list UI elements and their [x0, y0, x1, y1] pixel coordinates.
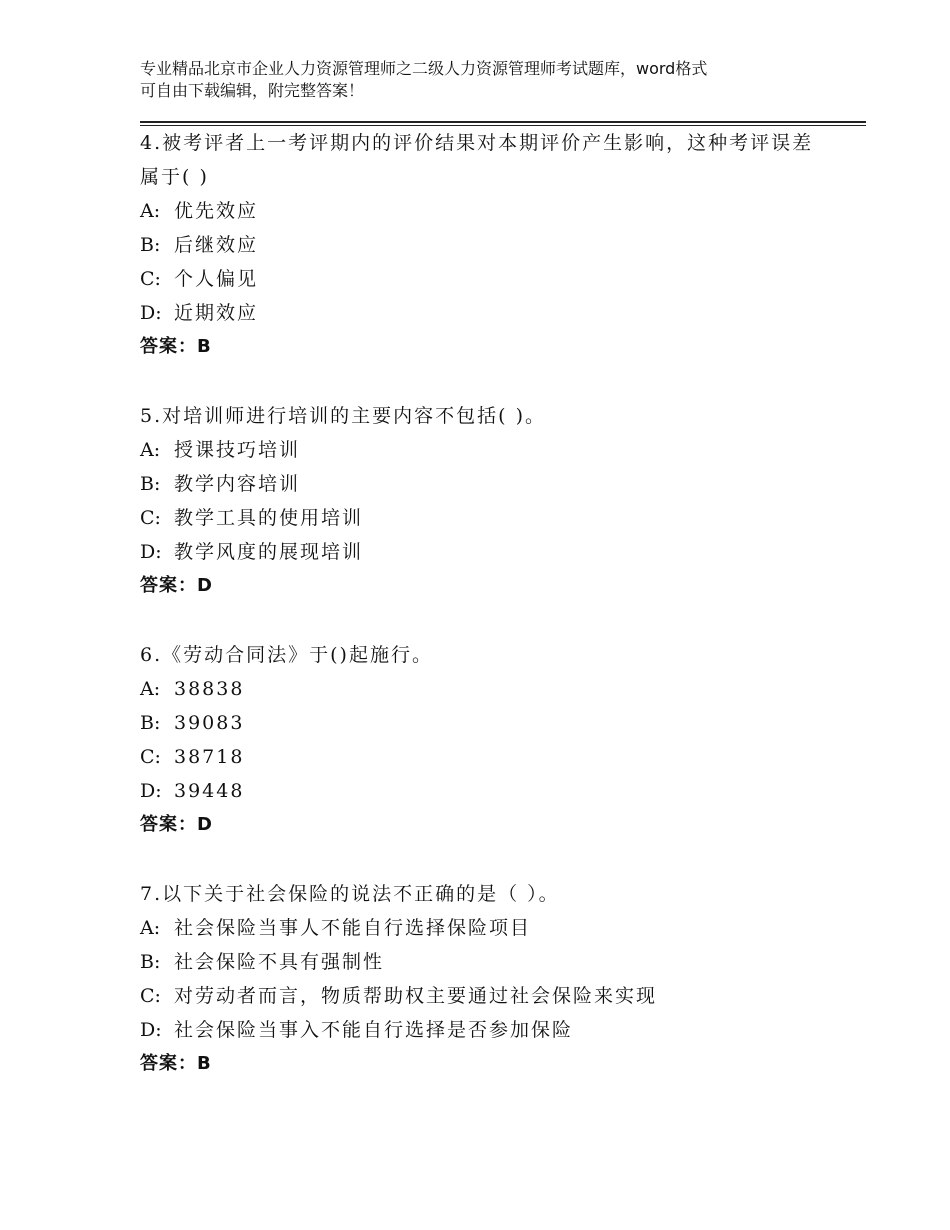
option-letter: A: [140, 678, 161, 700]
option-text: 对劳动者而言，物质帮助权主要通过社会保险来实现 [174, 985, 658, 1007]
question-4 [140, 126, 830, 364]
option-letter: D: [140, 302, 162, 324]
option-letter: B: [140, 473, 161, 495]
answer-label: 答案：D [140, 575, 213, 596]
header-rule-thick [140, 121, 866, 123]
option-text: 社会保险当事人不能自行选择保险项目 [174, 917, 532, 939]
option-letter: A: [140, 439, 161, 461]
answer-label: 答案：B [140, 336, 212, 357]
question-5 [140, 399, 830, 603]
option-text: 个人偏见 [174, 268, 259, 290]
option-a [140, 911, 830, 945]
option-b [140, 467, 830, 501]
option-text: 教学内容培训 [174, 473, 301, 495]
option-d [140, 535, 830, 569]
option-letter: A: [140, 200, 161, 222]
option-letter: C: [140, 268, 161, 290]
header-line-2: 可自由下载编辑，附完整答案！ [140, 81, 365, 100]
option-text: 近期效应 [174, 302, 259, 324]
option-text: 38838 [174, 678, 245, 700]
option-letter: C: [140, 985, 161, 1007]
question-title: 4.被考评者上一考评期内的评价结果对本期评价产生影响，这种考评误差属于( ) [140, 132, 814, 188]
option-letter: D: [140, 1019, 162, 1041]
option-text: 社会保险当事入不能自行选择是否参加保险 [174, 1019, 574, 1041]
option-d [140, 1013, 830, 1047]
option-letter: B: [140, 951, 161, 973]
option-text: 38718 [174, 746, 245, 768]
option-c [140, 740, 830, 774]
option-c [140, 501, 830, 535]
option-text: 后继效应 [174, 234, 259, 256]
option-d [140, 774, 830, 808]
option-d [140, 296, 830, 330]
option-b [140, 706, 830, 740]
question-title: 5.对培训师进行培训的主要内容不包括( )。 [140, 405, 546, 427]
option-text: 教学风度的展现培训 [174, 541, 364, 563]
answer-label: 答案：B [140, 1053, 212, 1074]
option-a [140, 194, 830, 228]
option-letter: D: [140, 780, 162, 802]
option-text: 教学工具的使用培训 [174, 507, 364, 529]
option-letter: D: [140, 541, 162, 563]
option-text: 优先效应 [174, 200, 259, 222]
option-b [140, 228, 830, 262]
option-letter: B: [140, 712, 161, 734]
option-c [140, 979, 830, 1013]
option-text: 社会保险不具有强制性 [174, 951, 385, 973]
option-b [140, 945, 830, 979]
option-letter: C: [140, 746, 161, 768]
option-c [140, 262, 830, 296]
option-text: 授课技巧培训 [174, 439, 301, 461]
option-text: 39083 [174, 712, 245, 734]
option-text: 39448 [174, 780, 245, 802]
header-line-1: 专业精品北京市企业人力资源管理师之二级人力资源管理师考试题库，word格式 [140, 59, 708, 78]
option-a [140, 433, 830, 467]
option-letter: A: [140, 917, 161, 939]
answer-label: 答案：D [140, 814, 213, 835]
document-header [140, 58, 820, 102]
option-letter: B: [140, 234, 161, 256]
question-6 [140, 638, 830, 842]
question-title: 7.以下关于社会保险的说法不正确的是（ ）。 [140, 883, 560, 905]
option-a [140, 672, 830, 706]
question-title: 6.《劳动合同法》于()起施行。 [140, 644, 433, 666]
option-letter: C: [140, 507, 161, 529]
question-7 [140, 877, 830, 1081]
